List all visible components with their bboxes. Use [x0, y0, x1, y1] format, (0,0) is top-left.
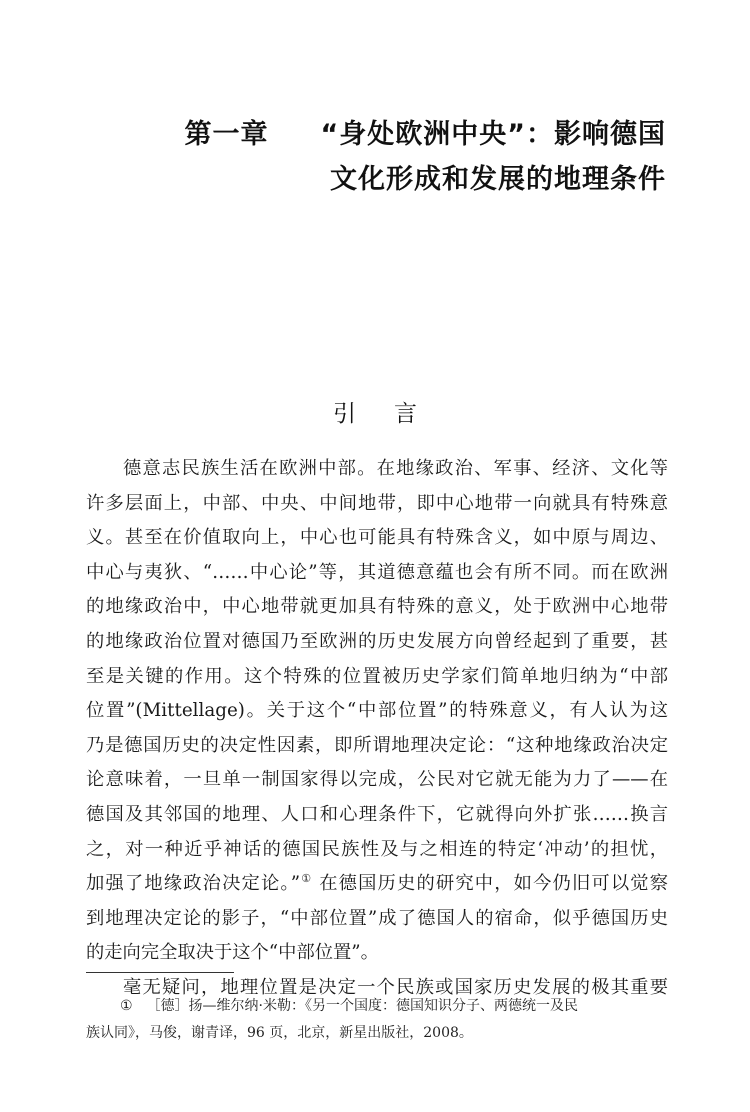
footnote-mark: ①: [120, 998, 133, 1014]
text-segment: 加强了地缘政治决定论。”: [86, 873, 301, 895]
chapter-title-line-2: 文化形成和发展的地理条件: [330, 164, 666, 195]
footnote-reference[interactable]: ①: [300, 872, 313, 886]
text-line: 义。甚至在价值取向上，中心也可能具有特殊含义，如中原与周边、: [86, 527, 668, 549]
text-line: 乃是德国历史的决定性因素，即所谓地理决定论：“这种地缘政治决定: [86, 734, 668, 756]
section-heading-char-1: 引: [333, 401, 356, 427]
footnote-text: ［德］扬—维尔纳·米勒：《另一个国度：德国知识分子、两德统一及民: [146, 998, 579, 1014]
text-line: 中心与夷狄、“……中心论”等，其道德意蕴也会有所不同。而在欧洲: [86, 561, 668, 583]
footnote-divider: [86, 972, 234, 973]
text-line: 德国及其邻国的地理、人口和心理条件下，它就得向外扩张……换言: [86, 803, 668, 825]
text-line: 位置”(Mittellage)。关于这个“中部位置”的特殊意义，有人认为这: [86, 700, 668, 722]
text-segment: 在德国历史的研究中，如今仍旧可以觉察: [319, 873, 669, 895]
text-line-with-footnote: [86, 867, 668, 902]
text-line: 至是关键的作用。这个特殊的位置被历史学家们简单地归纳为“中部: [86, 665, 668, 687]
text-line: 之，对一种近乎神话的德国民族性及与之相连的特定‘冲动’的担忧，: [86, 838, 668, 860]
text-line: 的地缘政治中，中心地带就更加具有特殊的意义，处于欧洲中心地带: [86, 596, 668, 618]
body-text: [86, 452, 668, 1006]
chapter-heading-line-1: [185, 112, 667, 157]
section-heading-char-2: 言: [394, 401, 417, 427]
footnote-line-2: 族认同》，马俊，谢青译，96 页，北京，新星出版社，2008。: [86, 1025, 473, 1041]
footnote-line-1: [86, 993, 668, 1020]
text-line: 德意志民族生活在欧洲中部。在地缘政治、军事、经济、文化等: [123, 458, 668, 479]
text-line: 的地缘政治位置对德国乃至欧洲的历史发展方向曾经起到了重要，甚: [86, 630, 668, 652]
chapter-title-line-1: “身处欧洲中央”：影响德国: [320, 119, 666, 150]
section-heading: [0, 396, 750, 432]
chapter-number: 第一章: [184, 119, 269, 150]
text-line: 毫无疑问，地理位置是决定一个民族或国家历史发展的极其重要: [123, 976, 668, 998]
footnote: [86, 993, 668, 1047]
chapter-heading: [185, 112, 667, 202]
paragraph-1: [86, 452, 668, 971]
text-line: 论意味着，一旦单一制国家得以完成，公民对它就无能为力了——在: [86, 769, 668, 791]
text-line: 许多层面上，中部、中央、中间地带，即中心地带一向就具有特殊意: [86, 492, 668, 514]
text-line: 到地理决定论的影子，“中部位置”成了德国人的宿命，似乎德国历史: [86, 907, 668, 929]
text-line: 的走向完全取决于这个“中部位置”。: [86, 942, 379, 964]
